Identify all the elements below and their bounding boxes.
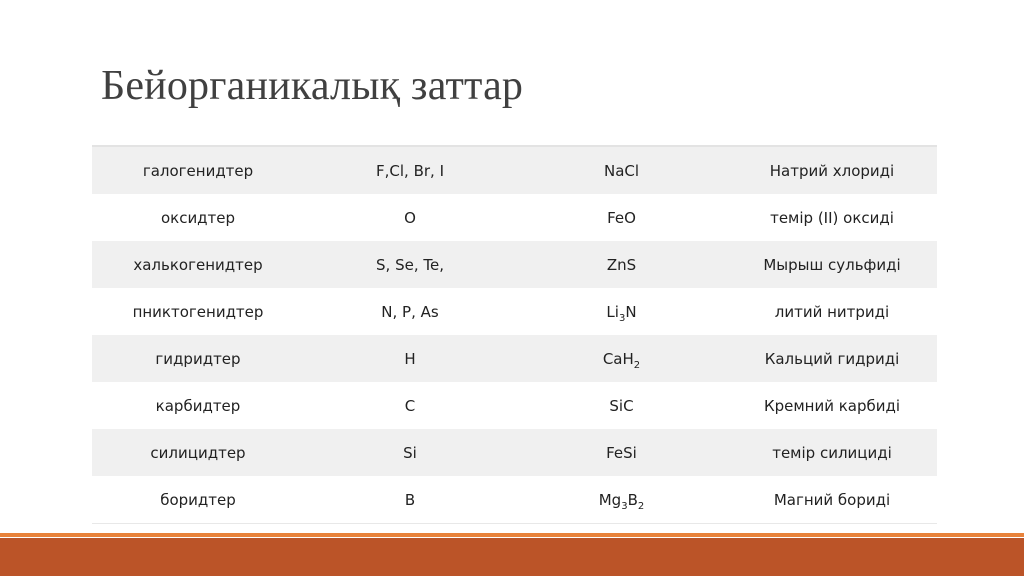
footer-accent-stripe	[0, 533, 1024, 537]
elements-cell: S, Se, Te,	[304, 241, 516, 288]
formula-cell	[516, 382, 727, 429]
formula-part: FeSi	[606, 443, 637, 462]
formula-cell	[516, 146, 727, 194]
compound-name-cell: темір силициді	[727, 429, 937, 476]
elements-cell: N, P, As	[304, 288, 516, 335]
formula-cell	[516, 429, 727, 476]
table-row	[92, 146, 937, 194]
class-name-cell: пниктогенидтер	[92, 288, 304, 335]
formula-part: ZnS	[606, 255, 637, 274]
compound-name-cell: Натрий хлориді	[727, 146, 937, 194]
formula-subscript: 3	[618, 312, 626, 324]
formula-cell	[516, 194, 727, 241]
table-row	[92, 241, 937, 288]
formula-part: N	[625, 302, 637, 321]
formula-subscript: 3	[621, 500, 628, 512]
compound-name-cell: темір (II) оксиді	[727, 194, 937, 241]
table-row	[92, 335, 937, 382]
table-row	[92, 382, 937, 429]
compound-name-cell: Кальций гидриді	[727, 335, 937, 382]
formula-part: B	[627, 490, 638, 509]
class-name-cell: гидридтер	[92, 335, 304, 382]
class-name-cell: карбидтер	[92, 382, 304, 429]
formula-part: FeO	[607, 208, 636, 227]
formula-cell	[516, 241, 727, 288]
table-row	[92, 476, 937, 524]
formula-cell	[516, 288, 727, 335]
formula-cell	[516, 335, 727, 382]
class-name-cell: боридтер	[92, 476, 304, 524]
table-row	[92, 288, 937, 335]
formula-part: NaCl	[603, 161, 640, 180]
table-row	[92, 194, 937, 241]
formula-subscript: 2	[637, 500, 645, 512]
elements-cell: H	[304, 335, 516, 382]
footer-bar	[0, 538, 1024, 576]
elements-cell: O	[304, 194, 516, 241]
class-name-cell: силицидтер	[92, 429, 304, 476]
class-name-cell: галогенидтер	[92, 146, 304, 194]
formula-cell	[516, 476, 727, 524]
formula-subscript: 2	[633, 359, 641, 371]
compound-name-cell: Магний бориді	[727, 476, 937, 524]
formula-part: Mg	[598, 490, 622, 509]
elements-cell: C	[304, 382, 516, 429]
formula-part: CaH	[602, 349, 634, 368]
class-name-cell: халькогенидтер	[92, 241, 304, 288]
table-row	[92, 429, 937, 476]
compound-name-cell: Кремний карбиді	[727, 382, 937, 429]
compound-name-cell: Мырыш сульфиді	[727, 241, 937, 288]
elements-cell: F,Cl, Br, I	[304, 146, 516, 194]
inorganic-table	[92, 145, 937, 524]
elements-cell: Si	[304, 429, 516, 476]
slide-title: Бейорганикалық заттар	[101, 63, 524, 109]
formula-part: SiC	[609, 396, 634, 415]
compound-name-cell: литий нитриді	[727, 288, 937, 335]
elements-cell: B	[304, 476, 516, 524]
class-name-cell: оксидтер	[92, 194, 304, 241]
formula-part: Li	[606, 302, 619, 321]
